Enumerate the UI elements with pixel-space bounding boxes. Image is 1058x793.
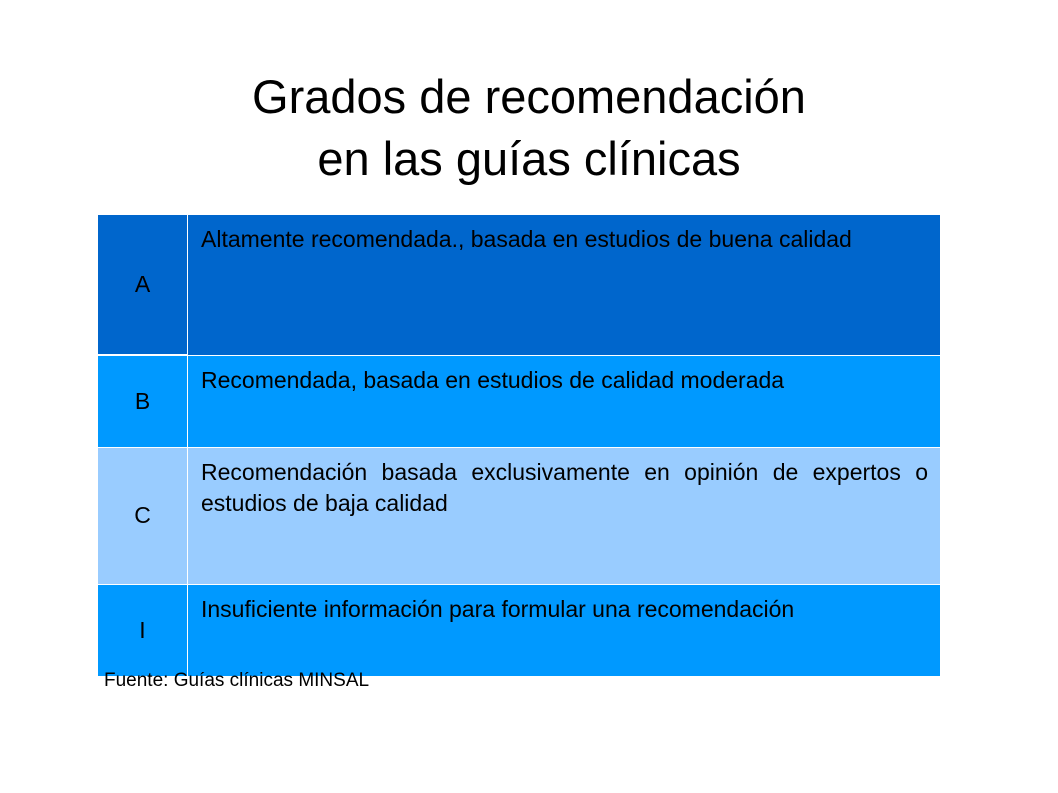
grade-description: Recomendada, basada en estudios de calidad moderada [188,355,941,447]
table-row [98,584,941,676]
source-note: Fuente: Guías clínicas MINSAL [104,670,370,691]
grade-description: Recomendación basada exclusivamente en opinión de expertos o estudios de baja calidad [188,447,941,584]
table-row [98,447,941,584]
table-row [98,214,941,355]
grade-code: B [98,355,188,447]
table-row [98,355,941,447]
grade-description: Altamente recomendada., basada en estudios de buena calidad [188,214,941,355]
grade-code: A [98,214,188,355]
grade-code: I [98,584,188,676]
slide-title-line-1: Grados de recomendación [252,70,806,123]
grade-code: C [98,447,188,584]
slide-title-line-2: en las guías clínicas [317,132,741,185]
grade-description: Insuficiente información para formular una recomendación [188,584,941,676]
slide-title [0,66,1058,190]
recommendation-grades-table [97,213,941,677]
